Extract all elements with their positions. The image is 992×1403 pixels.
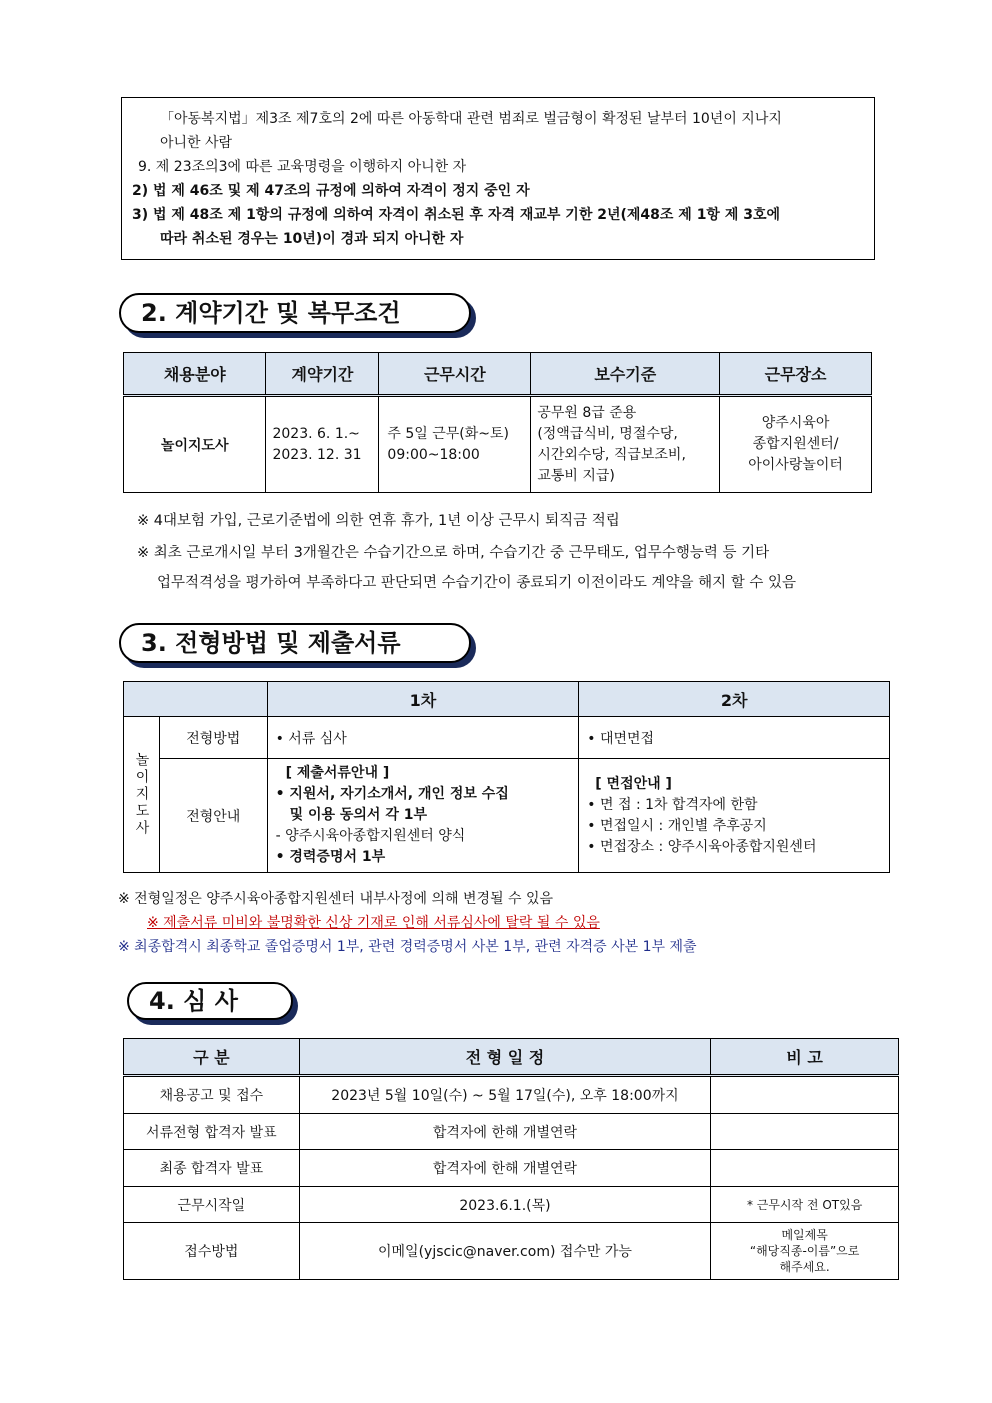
row-schedule: 합격자에 한해 개별연락 <box>299 1150 711 1187</box>
pay-cell: 공무원 8급 준용 (정액급식비, 명절수당, 시간외수당, 직급보조비, 교통비 지급) <box>531 396 720 493</box>
selection-table <box>123 681 890 873</box>
sec3-note-1: ※ 전형일정은 양주시육아종합지원센터 내부사정에 의해 변경될 수 있음 <box>118 891 554 907</box>
row-schedule: 2023.6.1.(목) <box>299 1187 711 1223</box>
row-schedule: 이메일(yjscic@naver.com) 접수만 가능 <box>299 1223 711 1280</box>
hours-cell: 주 5일 근무(화~토) 09:00~18:00 <box>379 396 531 493</box>
header-second: 2차 <box>579 682 890 717</box>
row-category: 채용공고 및 접수 <box>124 1076 300 1114</box>
box-line-4: 2) 법 제 46조 및 제 47조의 규정에 의하여 자격이 정지 중인 자 <box>132 183 530 199</box>
header-hours: 근무시간 <box>379 353 531 396</box>
sec3-note-3: ※ 최종합격시 최종학교 졸업증명서 1부, 관련 경력증명서 사본 1부, 관련 자격증 사본 1부 제출 <box>118 939 697 955</box>
row-remark: 메일제목 “해당직종-이름”으로 해주세요. <box>711 1223 899 1280</box>
place-cell: 양주시육아 종합지원센터/ 아이사랑놀이터 <box>720 396 872 493</box>
row-guide-label: 전형안내 <box>159 759 267 873</box>
section-2-title: 2. 계약기간 및 복무조건 <box>119 293 471 333</box>
method-second: • 대면면접 <box>579 717 890 759</box>
header-schedule: 전 형 일 정 <box>299 1039 711 1076</box>
box-line-2: 아니한 사람 <box>160 135 233 151</box>
table-row <box>124 1223 899 1280</box>
box-line-5: 3) 법 제 48조 제 1항의 규정에 의하여 자격이 취소된 후 자격 재교부 기한 2년(제48조 제 1항 제 3호에 <box>132 207 781 223</box>
side-label: 놀이지도사 <box>124 717 160 873</box>
header-pay: 보수기준 <box>531 353 720 396</box>
schedule-table <box>123 1038 899 1280</box>
contract-table <box>123 352 872 493</box>
row-remark: * 근무시작 전 OT있음 <box>711 1187 899 1223</box>
period-cell: 2023. 6. 1.~ 2023. 12. 31 <box>266 396 379 493</box>
table-row <box>124 1076 899 1114</box>
section-3-title: 3. 전형방법 및 제출서류 <box>119 623 471 663</box>
row-method-label: 전형방법 <box>159 717 267 759</box>
header-field: 채용분야 <box>124 353 266 396</box>
row-category: 접수방법 <box>124 1223 300 1280</box>
table-row <box>124 1187 899 1223</box>
guide-second: [ 면접안내 ] • 면 접 : 1차 합격자에 한함 • 면접일시 : 개인별 추후공지 • 면접장소 : 양주시육아종합지원센터 <box>579 759 890 873</box>
sec3-note-2: ※ 제출서류 미비와 불명확한 신상 기재로 인해 서류심사에 탈락 될 수 있음 <box>147 915 600 931</box>
table-row <box>124 1150 899 1187</box>
header-category: 구 분 <box>124 1039 300 1076</box>
row-schedule: 합격자에 한해 개별연락 <box>299 1114 711 1150</box>
sec2-note-1: ※ 4대보험 가입, 근로기준법에 의한 연휴 휴가, 1년 이상 근무시 퇴직금 적립 <box>137 513 620 529</box>
field-cell: 놀이지도사 <box>124 396 266 493</box>
row-category: 근무시작일 <box>124 1187 300 1223</box>
box-line-6: 따라 취소된 경우는 10년)이 경과 되지 아니한 자 <box>160 231 464 247</box>
row-remark <box>711 1114 899 1150</box>
header-first: 1차 <box>267 682 579 717</box>
row-category: 서류전형 합격자 발표 <box>124 1114 300 1150</box>
box-line-1: 「아동복지법」제3조 제7호의 2에 따른 아동학대 관련 범죄로 벌금형이 확정된 날부터 10년이 지나지 <box>160 111 782 127</box>
section-4-title: 4. 심 사 <box>127 982 293 1020</box>
guide-first: [ 제출서류안내 ] • 지원서, 자기소개서, 개인 정보 수집 및 이용 동의서 각 1부 - 양주시육아종합지원센터 양식 • 경력증명서 1부 <box>267 759 579 873</box>
header-place: 근무장소 <box>720 353 872 396</box>
header-period: 계약기간 <box>266 353 379 396</box>
sec2-note-3: 업무적격성을 평가하여 부족하다고 판단되면 수습기간이 종료되기 이전이라도 계약을 해지 할 수 있음 <box>157 575 796 591</box>
row-remark <box>711 1076 899 1114</box>
table-row <box>124 1114 899 1150</box>
header-empty <box>124 682 268 717</box>
row-category: 최종 합격자 발표 <box>124 1150 300 1187</box>
sec2-note-2: ※ 최초 근로개시일 부터 3개월간은 수습기간으로 하며, 수습기간 중 근무태도, 업무수행능력 등 기타 <box>137 545 770 561</box>
row-remark <box>711 1150 899 1187</box>
header-remark: 비 고 <box>711 1039 899 1076</box>
disqualification-box <box>121 97 875 260</box>
row-schedule: 2023년 5월 10일(수) ~ 5월 17일(수), 오후 18:00까지 <box>299 1076 711 1114</box>
box-line-3: 9. 제 23조의3에 따른 교육명령을 이행하지 아니한 자 <box>138 159 467 175</box>
method-first: • 서류 심사 <box>267 717 579 759</box>
